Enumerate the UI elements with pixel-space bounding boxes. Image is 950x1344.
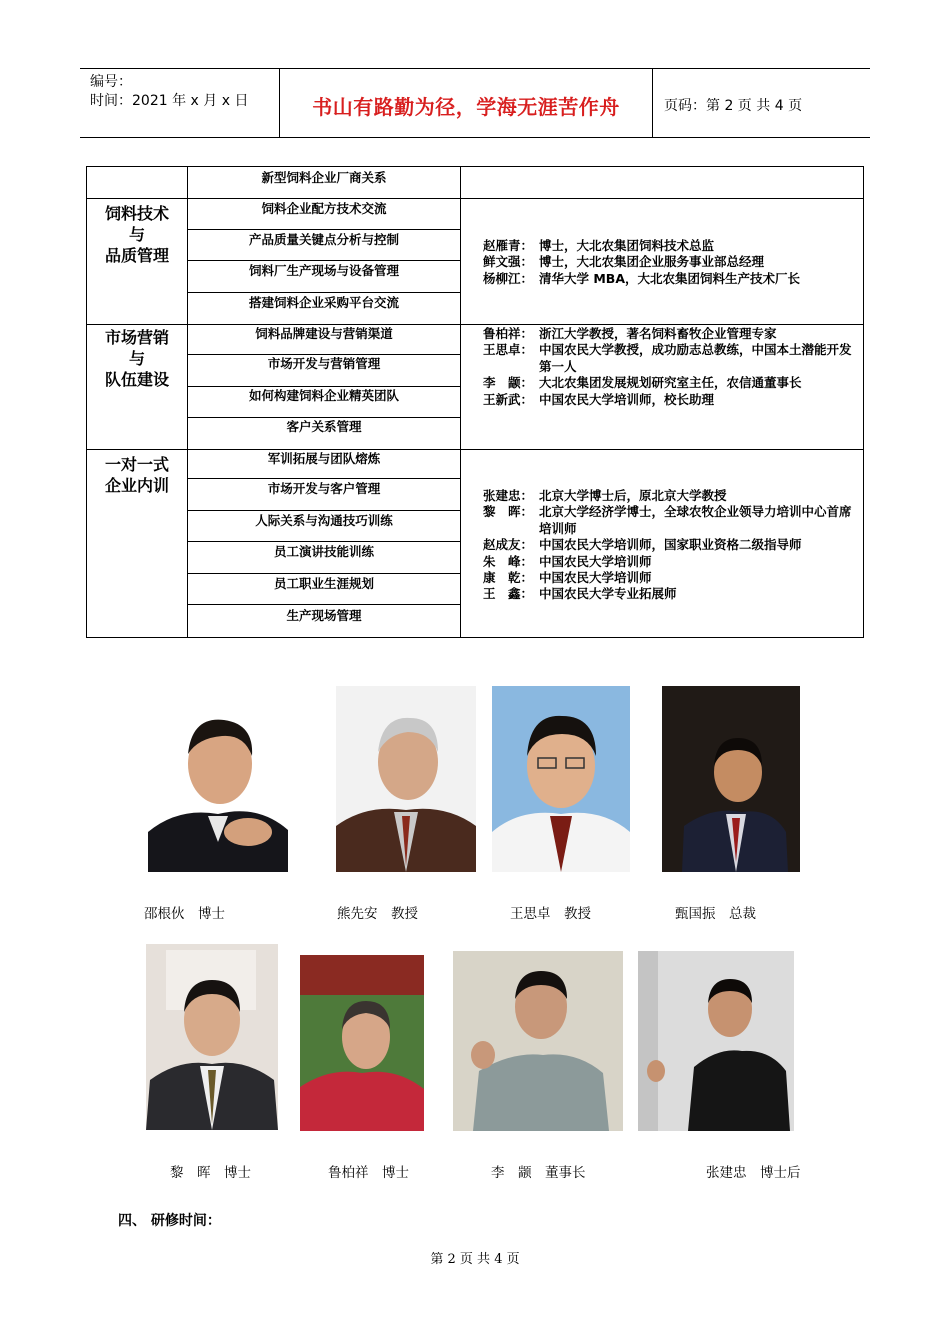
portrait-photo [300,955,424,1131]
course-item: 新型饲料企业厂商关系 [261,170,387,185]
header-page-info: 页码：第 2 页 共 4 页 [664,98,803,114]
course-item: 饲料厂生产现场与设备管理 [248,263,399,278]
course-item: 生产现场管理 [286,608,362,623]
category-label: 一对一式 企业内训 [104,455,169,495]
course-item: 军训拓展与团队熔炼 [267,451,381,466]
portrait-caption: 张建忠 博士后 [706,1165,801,1181]
page-footer: 第 2 页 共 4 页 [430,1252,520,1267]
table-divider [187,386,460,387]
portrait-photo [638,951,794,1131]
table-divider [87,449,863,450]
table-divider [187,417,460,418]
expert-entry: 鲁柏祥： 浙江大学教授，著名饲料畜牧企业管理专家 [483,326,777,341]
course-item: 如何构建饲料企业精英团队 [248,388,399,403]
expert-list [483,238,853,287]
course-item: 产品质量关键点分析与控制 [248,232,399,247]
expert-entry: 李 颛： 大北农集团发展规划研究室主任，农信通董事长 [483,375,802,391]
table-divider [460,167,461,637]
expert-entry: 赵雁青： 博士，大北农集团饲料技术总监 [483,238,715,253]
expert-entry: 鲜文强： 博士，大北农集团企业服务事业部总经理 [483,254,765,270]
expert-list [483,326,853,408]
expert-entry: 黎 晖： 北京大学经济学博士，全球农牧企业领导力培训中心首席培训师 [483,504,852,536]
table-divider [187,354,460,355]
expert-entry: 王 鑫： 中国农民大学专业拓展师 [483,586,677,602]
table-divider [87,324,863,325]
expert-entry: 康 乾： 中国农民大学培训师 [483,570,652,586]
table-divider [187,541,460,542]
course-item: 人际关系与沟通技巧训练 [255,513,393,528]
expert-list [483,488,853,603]
portrait-photo [453,951,623,1131]
section-heading: 四、 研修时间： [118,1213,221,1229]
course-item: 市场开发与营销管理 [267,356,381,371]
portrait-caption: 邵根伙 博士 [144,906,225,922]
portrait-photo [336,686,476,872]
portrait-photo [148,692,288,872]
table-divider [187,292,460,293]
expert-entry: 杨柳江： 清华大学 MBA，大北农集团饲料生产技术厂长 [483,270,800,286]
portrait-caption: 甄国振 总裁 [675,906,756,922]
course-item: 饲料企业配方技术交流 [261,201,387,216]
table-divider [187,573,460,574]
course-item: 员工演讲技能训练 [273,544,374,559]
document-date: 时间：2021 年 x 月 x 日 [90,93,249,109]
table-divider [187,510,460,511]
portrait-photo [492,686,630,872]
course-item: 搭建饲料企业采购平台交流 [248,295,399,310]
portrait-caption: 鲁柏祥 博士 [328,1165,409,1181]
portrait-caption: 李 颛 董事长 [491,1165,586,1181]
portrait-caption: 黎 晖 博士 [170,1165,251,1181]
course-item: 饲料品牌建设与营销渠道 [255,326,393,341]
portrait-caption: 王思卓 教授 [510,906,591,922]
category-label: 饲料技术 与 品质管理 [104,204,169,265]
header-motto: 书山有路勤为径，学海无涯苦作舟 [312,95,620,119]
document-number-label: 编号： [90,74,132,90]
expert-entry: 朱 峰： 中国农民大学培训师 [483,553,652,569]
table-divider [187,478,460,479]
header-meta [90,73,248,111]
category-label: 市场营销 与 队伍建设 [104,328,169,389]
portrait-photo [146,944,278,1130]
table-divider [187,229,460,230]
course-table [86,166,864,638]
expert-entry: 赵成友： 中国农民大学培训师，国家职业资格二级指导师 [483,537,802,553]
table-divider [187,260,460,261]
page-header [80,68,870,138]
table-divider [87,198,863,199]
portrait-photo [662,686,800,872]
table-divider [187,604,460,605]
header-divider [652,69,653,137]
course-item: 市场开发与客户管理 [267,481,381,496]
course-item: 员工职业生涯规划 [273,576,374,591]
course-item: 客户关系管理 [286,419,362,434]
expert-entry: 王新武： 中国农民大学培训师，校长助理 [483,391,715,407]
portrait-caption: 熊先安 教授 [337,906,418,922]
expert-entry: 张建忠： 北京大学博士后，原北京大学教授 [483,488,727,503]
expert-entry: 王思卓： 中国农民大学教授，成功励志总教练，中国本土潜能开发第一人 [483,342,852,374]
